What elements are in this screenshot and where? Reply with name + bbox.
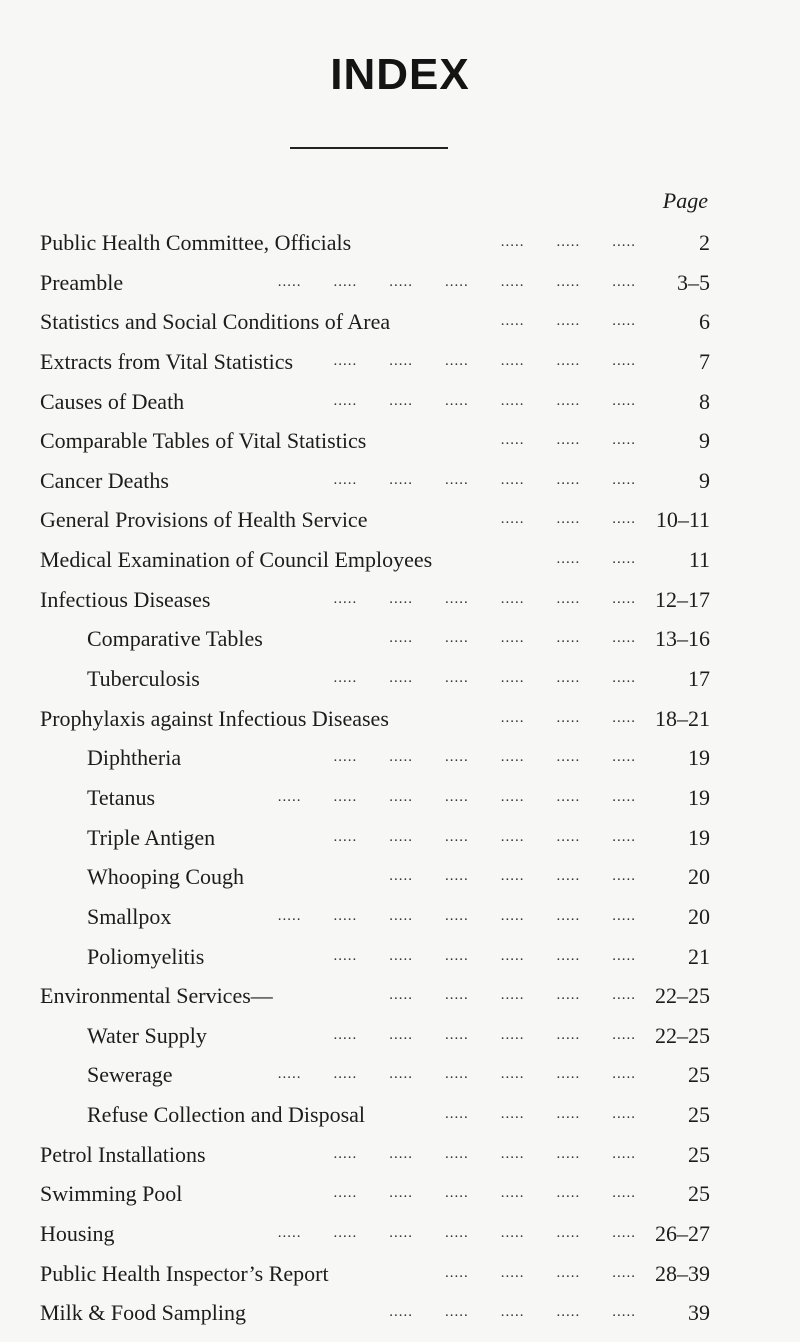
entry-title: Smallpox <box>87 903 172 929</box>
entry-page-number: 17 <box>688 666 710 692</box>
entry-title: Cancer Deaths <box>40 467 169 493</box>
entry-page-number: 19 <box>688 824 710 850</box>
entry-page-number: 25 <box>688 1062 710 1088</box>
dot-leader: ..... ..... ..... <box>500 709 636 726</box>
entry-page-number: 21 <box>688 943 710 969</box>
entry-title: Triple Antigen <box>87 824 216 850</box>
index-entry <box>40 461 710 501</box>
entry-title: Preamble <box>40 269 124 295</box>
entry-title: Sewerage <box>87 1062 173 1088</box>
entry-page-number: 19 <box>688 745 710 771</box>
entry-title: Water Supply <box>87 1022 207 1048</box>
dot-leader: ..... ..... ..... ..... ..... ..... <box>333 1026 636 1043</box>
index-entry <box>40 778 710 818</box>
entry-page-number: 20 <box>688 864 710 890</box>
entry-page-number: 8 <box>699 388 710 414</box>
dot-leader: ..... ..... ..... ..... ..... ..... <box>333 392 636 409</box>
dot-leader: ..... ..... ..... ..... ..... ..... <box>333 749 636 766</box>
entry-page-number: 7 <box>699 348 710 374</box>
entry-title: Comparative Tables <box>87 626 263 652</box>
index-entry <box>40 937 710 977</box>
index-entry <box>40 1055 710 1095</box>
dot-leader: ..... ..... ..... ..... ..... ..... <box>333 1145 636 1162</box>
entry-title: Medical Examination of Council Employees <box>40 547 433 573</box>
page-title: INDEX <box>330 50 470 99</box>
index-entry <box>40 302 710 342</box>
dot-leader: ..... ..... ..... ..... ..... <box>389 630 636 647</box>
index-entry <box>40 1214 710 1254</box>
index-entry <box>40 500 710 540</box>
index-entry <box>40 580 710 620</box>
index-entry <box>40 263 710 303</box>
entry-page-number: 22–25 <box>655 983 710 1009</box>
dot-leader: ..... ..... <box>556 551 636 568</box>
entry-page-number: 9 <box>699 467 710 493</box>
entry-page-number: 3–5 <box>677 269 710 295</box>
index-entry <box>40 738 710 778</box>
index-entry <box>40 619 710 659</box>
dot-leader: ..... ..... ..... ..... ..... ..... ..... <box>277 788 636 805</box>
page-column-header: Page <box>662 188 708 213</box>
index-entry <box>40 223 710 263</box>
entry-title: Environmental Services— <box>40 983 273 1009</box>
dot-leader: ..... ..... ..... <box>500 313 636 330</box>
dot-leader: ..... ..... ..... ..... ..... ..... <box>333 947 636 964</box>
dot-leader: ..... ..... ..... ..... ..... ..... ..... <box>277 1066 636 1083</box>
dot-leader: ..... ..... ..... ..... ..... ..... <box>333 590 636 607</box>
dot-leader: ..... ..... ..... ..... ..... ..... <box>333 670 636 687</box>
entry-page-number: 26–27 <box>655 1221 710 1247</box>
entry-title: Poliomyelitis <box>87 943 205 969</box>
entry-title: General Provisions of Health Service <box>40 507 368 533</box>
entry-page-number: 25 <box>688 1181 710 1207</box>
index-entry <box>40 1293 710 1333</box>
title-divider <box>290 147 448 149</box>
entry-page-number: 11 <box>688 547 710 573</box>
dot-leader: ..... ..... ..... ..... ..... ..... ..... <box>277 1225 636 1242</box>
index-entry <box>40 976 710 1016</box>
index-entry <box>40 897 710 937</box>
index-entry <box>40 818 710 858</box>
index-entry <box>40 1135 710 1175</box>
index-entry <box>40 1095 710 1135</box>
entry-title: Whooping Cough <box>87 864 245 890</box>
entry-title: Refuse Collection and Disposal <box>87 1102 366 1128</box>
entry-title: Diphtheria <box>87 745 182 771</box>
dot-leader: ..... ..... ..... ..... ..... ..... <box>333 471 636 488</box>
entry-title: Tuberculosis <box>87 666 200 692</box>
index-list <box>40 223 710 1333</box>
entry-page-number: 6 <box>699 309 710 335</box>
dot-leader: ..... ..... ..... ..... ..... <box>389 987 636 1004</box>
entry-page-number: 10–11 <box>655 507 710 533</box>
entry-page-number: 25 <box>688 1102 710 1128</box>
entry-title: Public Health Inspector’s Report <box>40 1260 329 1286</box>
index-entry <box>40 342 710 382</box>
entry-page-number: 19 <box>688 784 710 810</box>
entry-page-number: 13–16 <box>655 626 710 652</box>
entry-page-number: 18–21 <box>655 705 710 731</box>
entry-title: Milk & Food Sampling <box>40 1300 246 1326</box>
entry-title: Extracts from Vital Statistics <box>40 348 294 374</box>
dot-leader: ..... ..... ..... ..... <box>445 1264 636 1281</box>
dot-leader: ..... ..... ..... ..... ..... ..... <box>333 828 636 845</box>
dot-leader: ..... ..... ..... ..... <box>445 1106 636 1123</box>
dot-leader: ..... ..... ..... ..... ..... ..... <box>333 1185 636 1202</box>
entry-title: Public Health Committee, Officials <box>40 230 352 255</box>
index-entry <box>40 1174 710 1214</box>
entry-title: Causes of Death <box>40 388 185 414</box>
entry-page-number: 9 <box>699 428 710 454</box>
index-entry <box>40 1254 710 1294</box>
dot-leader: ..... ..... ..... ..... ..... <box>389 1304 636 1321</box>
index-entry <box>40 382 710 422</box>
entry-page-number: 25 <box>688 1141 710 1167</box>
dot-leader: ..... ..... ..... ..... ..... <box>389 868 636 885</box>
index-entry <box>40 659 710 699</box>
index-entry <box>40 699 710 739</box>
entry-page-number: 2 <box>699 230 710 255</box>
entry-page-number: 22–25 <box>655 1022 710 1048</box>
entry-title: Statistics and Social Conditions of Area <box>40 309 391 335</box>
entry-page-number: 28–39 <box>655 1260 710 1286</box>
entry-title: Infectious Diseases <box>40 586 211 612</box>
dot-leader: ..... ..... ..... ..... ..... ..... ..... <box>277 907 636 924</box>
entry-title: Swimming Pool <box>40 1181 183 1207</box>
entry-title: Prophylaxis against Infectious Diseases <box>40 705 389 731</box>
dot-leader: ..... ..... ..... ..... ..... ..... <box>333 352 636 369</box>
index-entry <box>40 1016 710 1056</box>
index-entry <box>40 540 710 580</box>
entry-page-number: 20 <box>688 903 710 929</box>
entry-title: Comparable Tables of Vital Statistics <box>40 428 367 454</box>
entry-title: Housing <box>40 1221 115 1247</box>
entry-title: Tetanus <box>87 784 156 810</box>
dot-leader: ..... ..... ..... ..... ..... ..... ..... <box>277 273 636 290</box>
dot-leader: ..... ..... ..... <box>500 432 636 449</box>
entry-title: Petrol Installations <box>40 1141 206 1167</box>
entry-page-number: 39 <box>688 1300 710 1326</box>
dot-leader: ..... ..... ..... <box>500 511 636 528</box>
index-entry <box>40 857 710 897</box>
dot-leader: ..... ..... ..... <box>500 234 636 250</box>
index-entry <box>40 421 710 461</box>
entry-page-number: 12–17 <box>655 586 710 612</box>
